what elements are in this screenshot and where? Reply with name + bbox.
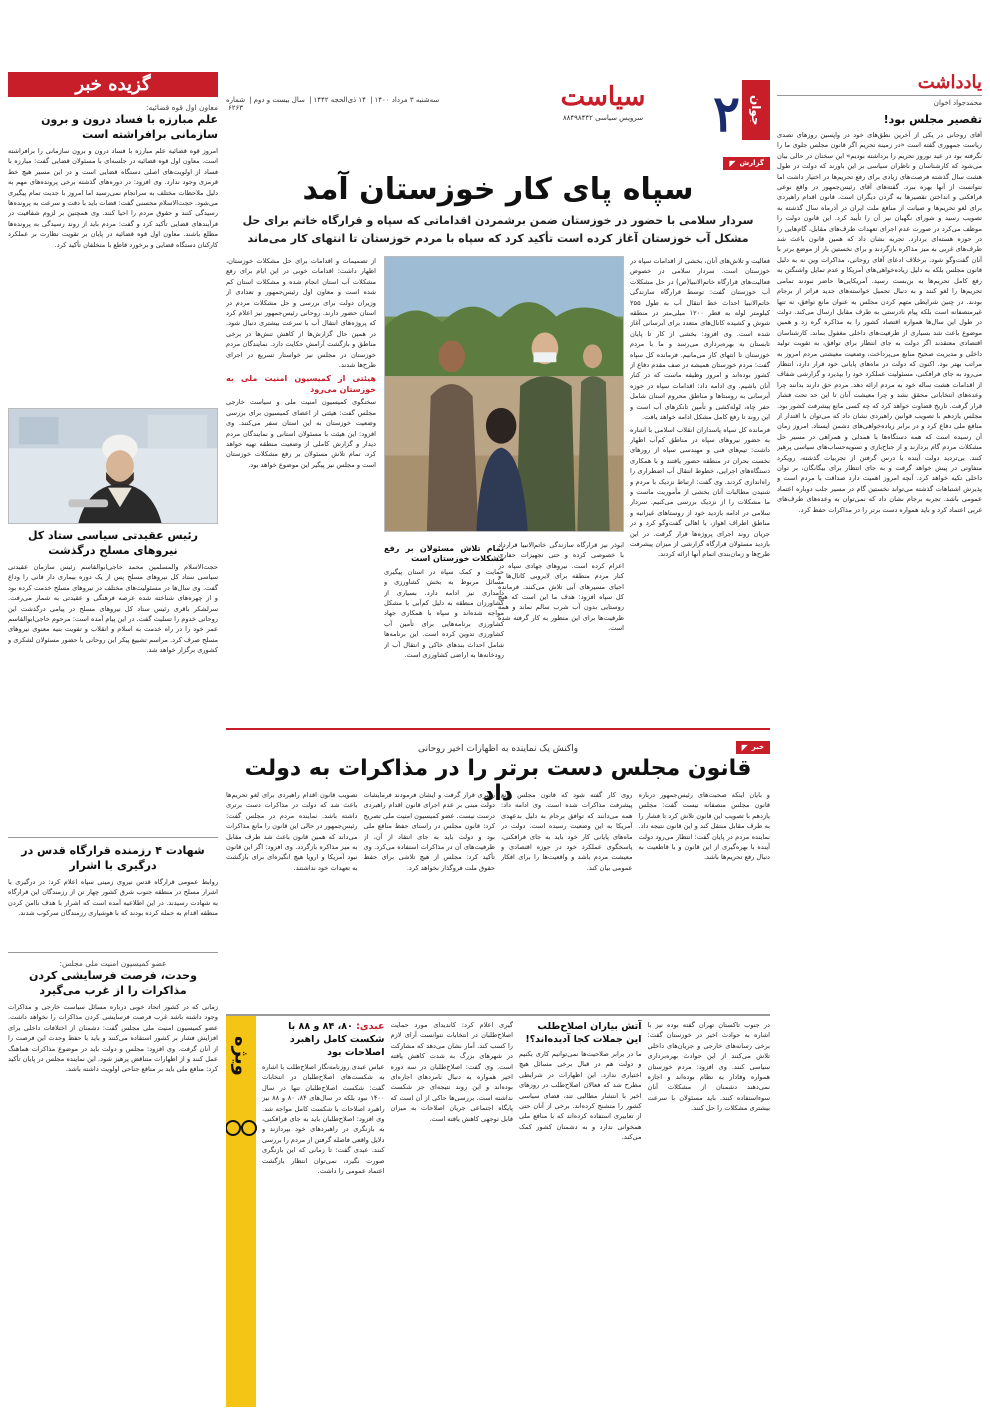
- issue-date: سه‌شنبه ۳ مرداد ۱۴۰۰: [374, 96, 440, 104]
- opinion-body: آقای روحانی در یکی از آخرین نطق‌های خود در واپسین روزهای تصدی ریاست جمهوری گفته است «در زمینه تحریم اگر قانون مجلس جلوی ما را نگرفته بود در عید نوروز تحریم را برداشته بودیم» این سخنان در حالی بیان می‌شود که کارشناسان و ناظران سیاسی بر این باورند که دولت در طول هشت سال گذشته فرصت‌های زیادی برای رفع تحریم‌ها در اختیار داشت اما نتوانست از آنها بهره ببرد. گفته‌های آقای رئیس‌جمهور در واقع نوعی فرافکنی و انداختن تقصیرها به گردن دیگران است. قانون اقدام راهبردی برای لغو تحریم‌ها و صیانت از منافع ملت ایران در آذرماه سال گذشته به تصویب رسید و شورای نگهبان نیز آن را تأیید کرد. این قانون دولت را موظف می‌کرد در صورت عدم اجرای تعهدات طرف‌های مقابل، گام‌هایی را در حوزه هسته‌ای بردارد. تجربه نشان داد که همین قانون باعث شد طرف‌های غربی به میز مذاکره بازگردند و برای نخستین بار از موضع برتر با آنان گفت‌وگو شود. برخلاف ادعای آقای روحانی، مذاکرات وین نه به دلیل قانون مجلس بلکه به دلیل زیاده‌خواهی‌های آمریکا و عدم تمایل واشنگتن به رفع کامل تحریم‌ها به بن‌بست رسید. آمریکایی‌ها حاضر نبودند تمامی تحریم‌ها را لغو کنند و به دنبال تحمیل خواسته‌های جدید فراتر از برجام بودند. در چنین شرایطی متهم کردن مجلس به عنوان مانع توافق، نه تنها غیرمنصفانه است بلکه پیام نادرستی به طرف مقابل ارسال می‌کند. دولت در طول این سال‌ها همواره اقتصاد کشور را به مذاکره گره زد و همین موضوع باعث شد بسیاری از ظرفیت‌های داخلی مغفول بماند. کارشناسان اقتصادی معتقدند اگر دولت به جای انتظار برای توافق، به تقویت تولید داخلی و مدیریت صحیح منابع می‌پرداخت، وضعیت معیشتی مردم امروز به مراتب بهتر بود. اکنون که دولت در ماه‌های پایانی خود قرار دارد، انتظار می‌رود به جای فرافکنی، مسئولیت عملکرد خود را بپذیرد و گزارشی شفاف از اقدامات هشت ساله خود به مردم ارائه دهد. مردم حق دارند بدانند چرا وعده‌های انتخاباتی محقق نشد و چرا معیشت آنان تا این حد تحت فشار قرار گرفت. تاریخ قضاوت خواهد کرد که چه کسی مانع پیشرفت کشور بود. مجلس یازدهم با تصویب قوانین راهبردی نشان داد که می‌توان با اقتدار از منافع ملی دفاع کرد و در برابر زیاده‌خواهی‌های دشمن ایستاد. امروز زمان آن رسیده است که همه دستگاه‌ها با همدلی و همراهی در مسیر حل مشکلات مردم گام بردارند و از جناح‌بازی و تسویه‌حساب‌های سیاسی پرهیز کنند. بی‌تردید دولت آینده با درس گرفتن از تجربیات گذشته، رویکرد متفاوتی در پیش خواهد گرفت و به جای انتظار برای بیگانگان، بر توان داخلی تکیه خواهد کرد. آنچه امروز اهمیت دارد صداقت با مردم است و پذیرش اشتباهات گذشته می‌تواند نخستین گام در مسیر جلب دوباره اعتماد عمومی باشد. تجربه برجام نشان داد که نمی‌توان به وعده‌های طرف‌های غربی اعتماد کرد و باید همواره دست برتر را در مذاکرات حفظ کرد.: [777, 131, 982, 514]
- digest-kicker-4: عضو کمیسیون امنیت ملی مجلس:: [59, 959, 167, 968]
- story2-col-2: رهبری قرار گرفت و ایشان فرمودند فرمایشات دولت مبنی بر عدم اجرای قانون اقدام راهبردی درست نیست. عضو کمیسیون امنیت ملی تصریح کرد: قانون مجلس در راستای حفظ منافع ملی بود و دولت باید به جای انتقاد از آن، از ظرفیت‌های آن در مذاکرات استفاده می‌کرد. وی تأکید کرد: مجلس از هیچ تلاشی برای حفظ حقوق ملت فروگذار نخواهد کرد.: [363, 791, 495, 872]
- main-story-col-3-text-b: سخنگوی کمیسیون امنیت ملی و سیاست خارجی مجلس گفت: هیئتی از اعضای کمیسیون برای بررسی وضعیت خوزستان به این استان سفر می‌کنند. وی افزود: این هیئت با مسئولان استانی و نمایندگان مردم دیدار و گزارش کاملی از وضعیت منطقه تهیه خواهد کرد. تمام تلاش مسئولان بر رفع مشکلات خوزستان است و مجلس نیز پیگیر این موضوع خواهد بود.: [226, 398, 376, 469]
- news-tag-label: خبر: [751, 743, 764, 751]
- main-subhead: سردار سلامی با حضور در خوزستان ضمن برشمردن اقداماتی که سپاه و قرارگاه خاتم برای حل مشکل آب خوزستان آغاز کرده است تأکید کرد که سپاه با مردم خوزستان تا انتهای کار می‌ماند: [242, 214, 754, 245]
- special-body-4: در جنوب تاکستان تهران گفته بوده نیز با اشاره به حوادث اخیر در خوزستان گفت: برخی رسانه‌های خارجی و جریان‌های داخلی تلاش می‌کنند از این حوادث بهره‌برداری سیاسی کنند. وی افزود: مردم خوزستان همواره وفادار به نظام بوده‌اند و اجازه نمی‌دهند دشمنان از مشکلات آنان سوءاستفاده کنند. باید مسئولان با سرعت بیشتری مشکلات را حل کنند.: [647, 1021, 770, 1113]
- digest-title-4: وحدت، فرصت فرسایشی کردن مذاکرات را از غرب می‌گیرد: [29, 969, 197, 997]
- special-section: [226, 1014, 770, 1407]
- digest-body-1: امروز قوه قضائیه علم مبارزه با فساد درون و برون سازمانی را برافراشته است. معاون اول قوه قضائیه در جلسه‌ای با مسئولان قضایی گفت: مبارزه با فساد از اولویت‌های اصلی دستگاه قضایی است و در این مسیر هیچ خط قرمزی وجود ندارد. وی افزود: در دوره‌های گذشته برخی پرونده‌های مهم به دلیل ملاحظات مختلف به سرانجام نمی‌رسید اما امروز با جدیت تمام پیگیری می‌شود. حجت‌الاسلام محسنی گفت: قضات باید با دقت و سرعت به پرونده‌ها رسیدگی کنند و حقوق مردم را احیا کنند. وی همچنین بر لزوم شفافیت در فرآیندهای قضایی تأکید کرد و گفت: مردم باید از روند رسیدگی به پرونده‌ها مطلع باشند. معاون اول قوه قضائیه در پایان بر تقویت نظارت بر عملکرد کارکنان دستگاه قضایی و برخورد قاطع با متخلفان تأکید کرد.: [8, 147, 218, 249]
- main-story-col-1-text: فعالیت و تلاش‌های آنان، بخشی از اقدامات سپاه در خوزستان است. سردار سلامی در خصوص فعالیت‌های قرارگاه خاتم‌الانبیا(ص) در حل مشکلات آب خوزستان گفت: توسط قرارگاه سازندگی خاتم‌الانبیا احداث خط انتقال آب به طول ۲۵۵ کیلومتر لوله به قطر ۱۲۰۰ میلی‌متر در منطقه شوش و کشیده کانال‌های متعدد برای آبرسانی آغاز شده است. وی افزود: بخشی از کار تا پایان تابستان به بهره‌برداری می‌رسد و ما با مردم خوزستان تا انتهای کار می‌مانیم. فرمانده کل سپاه گفت: مردم خوزستان همیشه در صف مقدم دفاع از کشور بوده‌اند و امروز وظیفه ماست که در کنار آنان باشیم. وی ادامه داد: اقدامات سپاه در حوزه آبرسانی به روستاها و مناطق محروم استان شامل حفر چاه، لوله‌کشی و تأمین تانکرهای آب است و این روند تا رفع کامل مشکل ادامه خواهد یافت.: [630, 257, 770, 422]
- cleric-photo: [8, 408, 218, 524]
- subheading-1: هیئتی از کمیسیون امنیت ملی به خوزستان می‌رود: [226, 374, 376, 394]
- opinion-section-title: یادداشت: [917, 72, 982, 93]
- digest-section-title: گزیده خبر: [8, 72, 218, 97]
- main-story-col-1-text-b: فرمانده کل سپاه پاسداران انقلاب اسلامی با اشاره به حضور نیروهای سپاه در مناطق کم‌آب اظهار داشت: تیم‌های فنی و مهندسی سپاه از روزهای نخست بحران در منطقه حضور یافتند و با همکاری دستگاه‌های اجرایی، خطوط انتقال آب اضطراری را راه‌اندازی کردند. وی گفت: ارتباط نزدیک با مردم و شنیدن مطالبات آنان بخشی از مأموریت ماست و ما مشکلات را از نزدیک بررسی می‌کنیم. سردار سلامی در ادامه بازدید خود از روستاهای غیزانیه و مناطق اطراف اهواز، با اهالی گفت‌وگو کرد و در جریان روند اجرای پروژه‌ها قرار گرفت. در این بازدید مسئولان قرارگاه گزارشی از میزان پیشرفت طرح‌ها و زمان‌بندی اتمام آنها ارائه کردند.: [630, 425, 770, 559]
- special-body-3: ما در برابر صلاحیت‌ها نمی‌توانیم کاری بکنیم و دولت هم در قبال برخی مسائل هیچ اختیاری ندارد. این اظهارات در شرایطی مطرح شد که فعالان اصلاح‌طلب در روزهای اخیر با انتشار مطالبی تند، فضای سیاسی کشور را متشنج کرده‌اند. برخی از آنان حتی از تعابیری استفاده کرده‌اند که با منافع ملی همخوانی ندارد و به دشمنان کشور کمک می‌کند.: [519, 1050, 642, 1142]
- opinion-author: محمدجواد اخوان: [933, 99, 982, 107]
- corner-arrow-icon: ◤: [729, 158, 736, 168]
- glasses-icon: [226, 1116, 258, 1138]
- main-column: [226, 72, 770, 1407]
- main-story-lower-1: [498, 540, 624, 720]
- issue-number: شماره ۶۲۶۳: [226, 96, 246, 112]
- main-lower-text-1: ابوذر نیز قرارگاه سازندگی خاتم‌الانبیا قرارداد با خصوصی کرده و حتی تجهیزات حفاری اعزام کرده است. نیروهای جهادی سپاه در کنار مردم منطقه برای لایروبی کانال‌ها و احیای مسیرهای آبی تلاش می‌کنند. فرمانده کل سپاه افزود: هدف ما این است که هیچ روستایی بدون آب شرب سالم نماند و همه ظرفیت‌ها برای این منظور به کار گرفته شده است.: [498, 541, 624, 633]
- opinion-header: [777, 72, 982, 96]
- special-headline-1-text: ۸۰، ۸۴ و ۸۸ با شکست کامل راهبرد اصلاحات بود: [288, 1021, 385, 1058]
- story-parliament: [226, 728, 770, 998]
- brand-logo: جوان: [742, 80, 770, 140]
- special-body-1: عباس عبدی روزنامه‌نگار اصلاح‌طلب با اشاره به شکست‌های اصلاح‌طلبان در انتخابات گفت: شکست اصلاح‌طلبان تنها در سال ۱۴۰۰ نبود بلکه در سال‌های ۸۴، ۸۰ و ۸۸ نیز راهبرد اصلاحات با شکست کامل مواجه شد. وی افزود: اصلاح‌طلبان باید به جای فرافکنی، به بازنگری در راهبردهای خود بپردازند و دلایل واقعی فاصله گرفتن از مردم را بررسی کنند. عبدی گفت: تا زمانی که این بازنگری صورت نگیرد، نمی‌توان انتظار بازگشت اعتماد عمومی را داشت.: [262, 1063, 385, 1176]
- main-story-col-1: [630, 256, 770, 720]
- story2-title: قانون مجلس دست برتر را در مذاکرات به دولت داد: [244, 756, 752, 806]
- corner-arrow-icon: ◤: [741, 742, 748, 752]
- divider: [8, 837, 218, 838]
- story2-col-3: روی کار گفته شود که قانون مجلس مانع پیشرفت مذاکرات شده است. وی ادامه داد: همه می‌دانند که توافق برجام به دلیل بدعهدی آمریکا به این وضعیت رسیده است. دولت در ماه‌های پایانی کار خود باید به جای فرافکنی، پاسخگوی عملکرد خود در حوزه اقتصادی و معیشت مردم باشد و واقعیت‌ها را برای افکار عمومی بیان کند.: [501, 791, 633, 872]
- special-label-strip: [226, 1016, 256, 1407]
- main-headline: سپاه پای کار خوزستان آمد: [302, 172, 694, 207]
- special-col-1: [262, 1016, 385, 1407]
- subheading-2: تمام تلاش مسئولان بر رفع مشکلات خوزستان است: [384, 544, 504, 564]
- main-story-col-3-text: از تصمیمات و اقدامات برای حل مشکلات خوزستان، اظهار داشت: اقدامات خوبی در این ایام برای رفع مشکلات آب استان انجام شده و مشکلات استان کم شده است و معاون اول رئیس‌جمهور و تعدادی از وزیران دولت برای بررسی و حل مشکلات مردم در استان حضور دارند. روحانی رئیس‌جمهور نیز اعلام کرد که پروژه‌های انتقال آب با سرعت بیشتری دنبال شود. در همین حال گزارش‌ها از کاهش تنش‌ها در برخی مناطق و بازگشت آرامش حکایت دارد. نمایندگان مردم خوزستان در مجلس نیز خواستار تسریع در اجرای طرح‌ها شدند.: [226, 257, 376, 370]
- main-photo: [384, 256, 624, 532]
- special-col-3: [519, 1016, 642, 1407]
- special-col-4: [648, 1016, 771, 1407]
- opinion-title: تقصیر مجلس بود!: [883, 113, 982, 126]
- report-tag: [723, 150, 770, 170]
- issue-info: سه‌شنبه ۳ مرداد ۱۴۰۰| ۱۴ ذی‌الحجه ۱۴۴۲| سال بیست و دوم| شماره ۶۲۶۳: [226, 96, 440, 112]
- special-body-2: گیری اعلام کرد: کاندیدای مورد حمایت اصلاح‌طلبان در انتخابات نتوانست آرای لازم را کسب کند. آمار نشان می‌دهد که مشارکت در شهرهای بزرگ به شدت کاهش یافته است. وی گفت: اصلاح‌طلبان در سه دوره اخیر همواره به دنبال نامزدهای اجاره‌ای بوده‌اند و این روند نتیجه‌ای جز شکست نداشته است. بررسی‌ها حاکی از آن است که پایگاه اجتماعی جریان اصلاحات به میزان قابل توجهی کاهش یافته است.: [390, 1021, 513, 1123]
- report-tag-label: گزارش: [739, 159, 764, 167]
- issue-year: سال بیست و دوم: [253, 96, 305, 104]
- story2-kicker: واکنش یک نماینده به اظهارات اخیر روحانی: [417, 744, 579, 754]
- story2-col-1: تصویب قانون اقدام راهبردی برای لغو تحریم‌ها باعث شد که دولت در مذاکرات دست برتری داشته باشد. نماینده مردم در مجلس گفت: رئیس‌جمهور در حالی این قانون را مانع مذاکرات می‌داند که همین قانون باعث شد طرف مقابل به میز مذاکره بازگردد. وی افزود: اگر این قانون نبود آمریکا و اروپا هیچ انگیزه‌ای برای بازگشت به تعهدات خود نداشتند.: [226, 791, 358, 872]
- digest-title-2: رئیس عقیدتی سیاسی ستاد کل نیروهای مسلح درگذشت: [27, 529, 199, 557]
- special-headline-2: آتش بیاران اصلاح‌طلب این جملات کجا آدیده‌اند؟!: [525, 1021, 642, 1045]
- digest-body-2: حجت‌الاسلام والمسلمین محمد حاجی‌ابوالقاسم رئیس سازمان عقیدتی سیاسی ستاد کل نیروهای مسلح پس از یک دوره بیماری دار فانی را وداع گفت. وی سال‌ها در مسئولیت‌های مختلف در نیروهای مسلح خدمت کرده بود و از چهره‌های شناخته شده عرصه فرهنگی و عقیدتی به شمار می‌رفت. سرلشکر باقری رئیس ستاد کل نیروهای مسلح در پیامی درگذشت این روحانی خدوم را تسلیت گفت. در این پیام آمده است: مرحوم حاجی‌ابوالقاسم عمر خود را در راه خدمت به اسلام و انقلاب و تقویت بنیه معنوی نیروهای مسلح صرف کرد. مراسم تشییع پیکر این روحانی با حضور مسئولان لشکری و کشوری برگزار خواهد شد.: [8, 563, 218, 655]
- main-lower-text-2: حمایت و کمک سپاه در استان پیگیری مسائل مربوط به بخش کشاورزی و دامداری نیز ادامه دارد. بسیاری از کشاورزان منطقه به دلیل کم‌آبی با مشکل مواجه شده‌اند و سپاه با همکاری جهاد کشاورزی برنامه‌هایی برای تأمین آب کشاورزی تدوین کرده است. این برنامه‌ها شامل احداث بندهای خاکی و انتقال آب از رودخانه‌ها به اراضی کشاورزی است.: [384, 567, 504, 660]
- digest-kicker-1: معاون اول قوه قضائیه:: [145, 103, 218, 112]
- news-digest-column: [8, 72, 218, 1407]
- digest-body-4: زمانی که در کشور اتحاد خوبی درباره مسائل سیاست خارجی و مذاکرات وجود داشته باشد غرب فرصت فرسایشی کردن مذاکرات را نخواهد داشت. عضو کمیسیون امنیت ملی مجلس گفت: دشمنان از اختلافات داخلی برای افزایش فشار بر کشور استفاده می‌کنند و باید با حفظ وحدت این فرصت را از آنان گرفت. وی افزود: مجلس و دولت باید در موضوع مذاکرات هماهنگ عمل کنند و از اظهارات متناقض پرهیز شود. این نماینده مجلس در پایان تأکید کرد: منافع ملی باید بر منافع جناحی اولویت داشته باشد.: [8, 1003, 218, 1074]
- special-headline-1: [262, 1020, 385, 1059]
- digest-title-3: شهادت ۴ رزمنده قرارگاه قدس در درگیری با اشرار: [21, 844, 205, 872]
- special-headline-1-speaker: عبدی:: [356, 1021, 385, 1032]
- story2-columns: [226, 790, 770, 998]
- digest-title-1: علم مبارزه با فساد درون و برون سازمانی برافراشته است: [41, 113, 218, 141]
- main-story-lower-2: [384, 540, 504, 720]
- opinion-column: [777, 72, 982, 1407]
- digest-body-3: روابط عمومی قرارگاه قدس نیروی زمینی سپاه اعلام کرد: در درگیری با اشرار مسلح در منطقه جنوب شرق کشور چهار تن از رزمندگان این قرارگاه به شهادت رسیدند. در این اطلاعیه آمده است که اشرار با هدف ناامن کردن منطقه اقدام به حمله کرده بودند که با هوشیاری رزمندگان سرکوب شدند.: [8, 878, 218, 918]
- divider: [8, 952, 218, 953]
- main-story-col-3: [226, 256, 376, 720]
- story2-col-4: و بایان اینکه صحبت‌های رئیس‌جمهور درباره قانون مجلس منصفانه نیست گفت: مجلس یازدهم با تصویب این قانون تلاش کرد تا فشار را به طرف مقابل منتقل کند و این قانون نتیجه داد. نماینده مردم در پایان گفت: انتظار می‌رود دولت آینده با بهره‌گیری از این قانون و با قاطعیت به دنبال رفع تحریم‌ها باشد.: [638, 791, 770, 862]
- issue-hijri: ۱۴ ذی‌الحجه ۱۴۴۲: [313, 96, 366, 104]
- page-number: ۲: [713, 84, 740, 143]
- section-subtitle: سرویس سیاسی ۸۸۴۹۸۴۴۲: [562, 114, 644, 122]
- special-label: ویژه: [230, 1036, 252, 1076]
- section-title: سیاست: [560, 82, 646, 112]
- special-col-2: [391, 1016, 514, 1407]
